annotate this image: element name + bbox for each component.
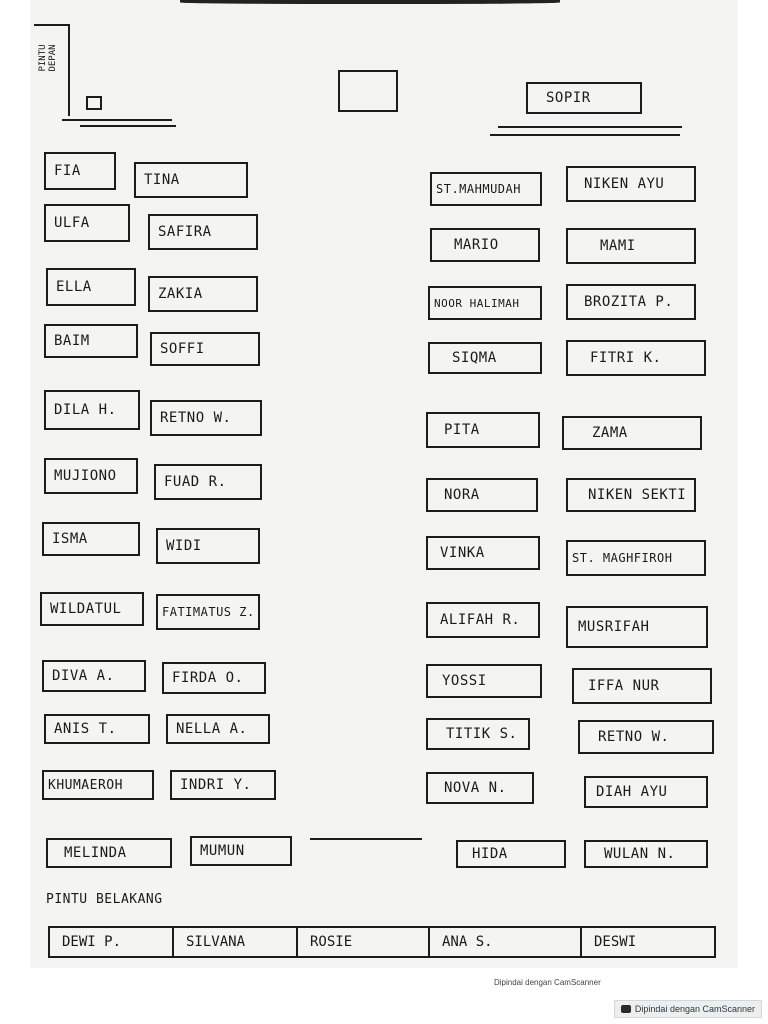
- seat-r-4b: FITRI K.: [566, 340, 706, 376]
- seat-l-1b: TINA: [134, 162, 248, 198]
- seat-l-12a: MELINDA: [46, 838, 172, 868]
- paper-edge-shadow: [180, 0, 560, 4]
- seat-l-3a: ELLA: [46, 268, 136, 306]
- seat-l-4b: SOFFI: [150, 332, 260, 366]
- seat-r-10b: RETNO W.: [578, 720, 714, 754]
- seat-l-6b: FUAD R.: [154, 464, 262, 500]
- seat-l-9b: FIRDA O.: [162, 662, 266, 694]
- seat-r-1a: ST.MAHMUDAH: [430, 172, 542, 206]
- seat-r-3a: NOOR HALIMAH: [428, 286, 542, 320]
- seat-r-12a: HIDA: [456, 840, 566, 868]
- seat-l-9a: DIVA A.: [42, 660, 146, 692]
- seat-r-4a: SIQMA: [428, 342, 542, 374]
- back-seat-1: DEWI P.: [50, 928, 174, 956]
- scanner-badge-label: Dipindai dengan CamScanner: [634, 1004, 755, 1014]
- seat-l-5a: DILA H.: [44, 390, 140, 430]
- seat-r-9b: IFFA NUR: [572, 668, 712, 704]
- seat-l-5b: RETNO W.: [150, 400, 262, 436]
- driver-seat: [526, 82, 642, 114]
- seat-l-7b: WIDI: [156, 528, 260, 564]
- seat-l-1a: FIA: [44, 152, 116, 190]
- back-door-label: PINTU BELAKANG: [46, 892, 163, 907]
- scanner-badge: [614, 1000, 762, 1018]
- front-door-label: PINTU DEPAN: [38, 44, 58, 72]
- front-rule-1: [62, 119, 172, 121]
- seat-r-1b: NIKEN AYU: [566, 166, 696, 202]
- seat-r-9a: YOSSI: [426, 664, 542, 698]
- seat-l-8b: FATIMATUS Z.: [156, 594, 260, 630]
- seat-l-3b: ZAKIA: [148, 276, 258, 312]
- back-seat-5: DESWI: [594, 934, 637, 950]
- seat-l-11a: KHUMAEROH: [42, 770, 154, 800]
- center-box: [338, 70, 398, 112]
- seat-l-12b: MUMUN: [190, 836, 292, 866]
- front-rule-2: [80, 125, 176, 127]
- back-seat-2: SILVANA: [174, 928, 298, 956]
- seat-r-6b: NIKEN SEKTI: [566, 478, 696, 512]
- seat-r-3b: BROZITA P.: [566, 284, 696, 320]
- seat-r-2a: MARIO: [430, 228, 540, 262]
- seat-l-8a: WILDATUL: [40, 592, 144, 626]
- driver-label: SOPIR: [546, 90, 591, 106]
- seat-r-7a: VINKA: [426, 536, 540, 570]
- seat-l-4a: BAIM: [44, 324, 138, 358]
- front-door-small-box: [86, 96, 102, 110]
- seat-l-7a: ISMA: [42, 522, 140, 556]
- seat-r-11b: DIAH AYU: [584, 776, 708, 808]
- back-seat-3: ROSIE: [298, 928, 430, 956]
- driver-rule-2: [490, 134, 680, 136]
- seat-l-11b: INDRI Y.: [170, 770, 276, 800]
- seat-l-2a: ULFA: [44, 204, 130, 242]
- seat-r-10a: TITIK S.: [426, 718, 530, 750]
- seat-r-5a: PITA: [426, 412, 540, 448]
- seat-r-6a: NORA: [426, 478, 538, 512]
- seat-r-5b: ZAMA: [562, 416, 702, 450]
- seat-r-8b: MUSRIFAH: [566, 606, 708, 648]
- scanner-caption: Dipindai dengan CamScanner: [494, 978, 601, 987]
- seat-l-10b: NELLA A.: [166, 714, 270, 744]
- back-seat-4: ANA S.: [430, 928, 582, 956]
- seat-r-7b: ST. MAGHFIROH: [566, 540, 706, 576]
- seat-r-11a: NOVA N.: [426, 772, 534, 804]
- seat-r-2b: MAMI: [566, 228, 696, 264]
- seat-r-8a: ALIFAH R.: [426, 602, 540, 638]
- driver-rule-1: [498, 126, 682, 128]
- seat-r-12b: WULAN N.: [584, 840, 708, 868]
- seat-l-10a: ANIS T.: [44, 714, 150, 744]
- camscanner-icon: [621, 1005, 631, 1013]
- aisle-line: [310, 838, 422, 840]
- seat-l-2b: SAFIRA: [148, 214, 258, 250]
- seat-l-6a: MUJIONO: [44, 458, 138, 494]
- back-row: [48, 926, 716, 958]
